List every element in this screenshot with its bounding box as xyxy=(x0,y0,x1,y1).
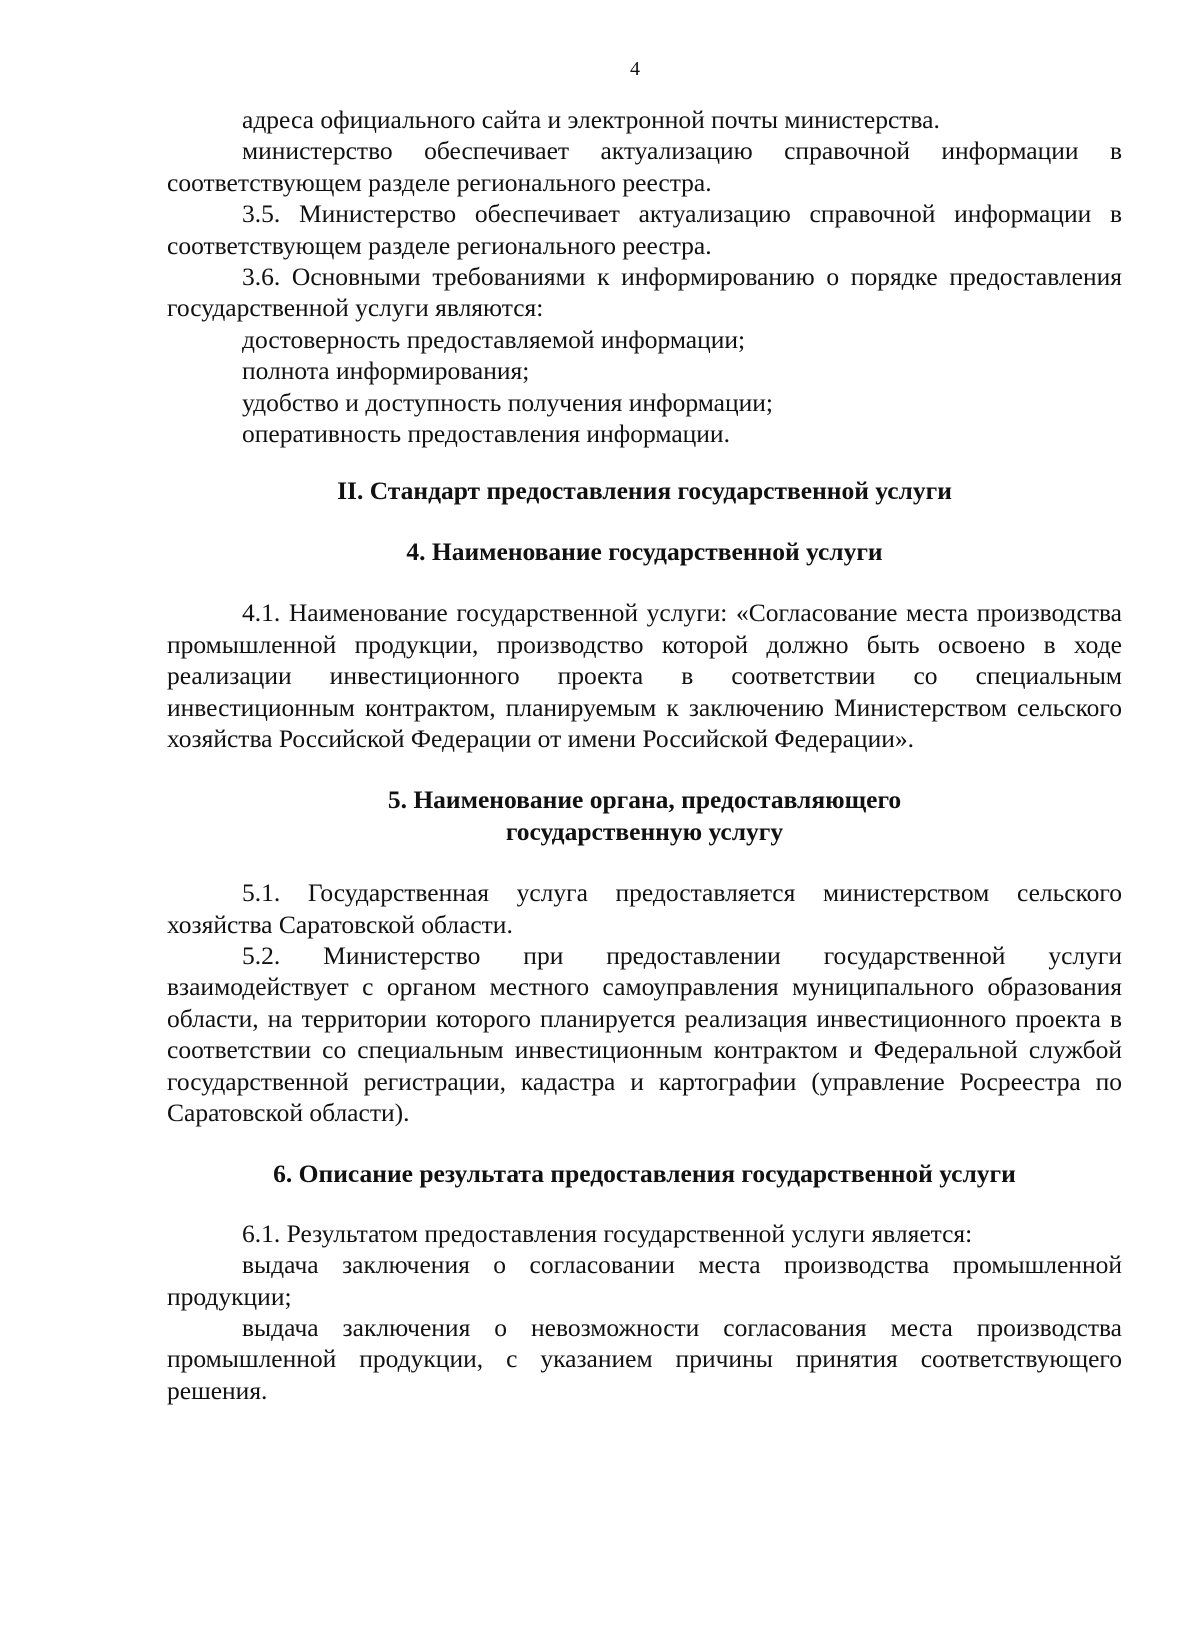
paragraph-ministry-update: министерство обеспечивает актуализацию справочной информации в соответствующем разделе регионального реестра. xyxy=(167,136,1122,197)
list-item-promptness: оперативность предоставления информации. xyxy=(242,419,730,449)
subsection-heading-6: 6. Описание результата предоставления государственной услуги xyxy=(273,1159,1016,1189)
paragraph-6-2: выдача заключения о согласовании места производства промышленной продукции; xyxy=(167,1250,1122,1311)
subsection-heading-5 xyxy=(167,784,1122,847)
paragraph-5-1: 5.1. Государственная услуга предоставляется министерством сельского хозяйства Саратовской области. xyxy=(167,878,1122,939)
paragraph-3-5: 3.5. Министерство обеспечивает актуализацию справочной информации в соответствующем разделе регионального реестра. xyxy=(167,199,1122,260)
list-item-reliability: достоверность предоставляемой информации; xyxy=(242,324,746,354)
section-heading-ii: II. Стандарт предоставления государственной услуги xyxy=(337,476,952,506)
paragraph-6-1: 6.1. Результатом предоставления государственной услуги является: xyxy=(242,1218,973,1248)
paragraph-5-2: 5.2. Министерство при предоставлении государственной услуги взаимодействует с органом местного самоуправления муниципального образования области, на территории которого планируется реализация инвестиционного проекта в соответствии со специальным инвестиционным контрактом и Федеральной службой государственной регистрации, кадастра и картографии (управление Росреестра по Саратовской области). xyxy=(167,940,1122,1127)
subsection-heading-4: 4. Наименование государственной услуги xyxy=(406,536,883,566)
subsection-heading-5-line2: государственную услугу xyxy=(505,816,784,846)
document-body xyxy=(167,104,1122,1406)
list-item-convenience: удобство и доступность получения информации; xyxy=(242,387,774,417)
paragraph-site-address: адреса официального сайта и электронной почты министерства. xyxy=(242,105,940,134)
paragraph-3-6: 3.6. Основными требованиями к информированию о порядке предоставления государственной услуги являются: xyxy=(167,262,1122,323)
paragraph-6-3: выдача заключения о невозможности согласования места производства промышленной продукции, с указанием причины принятия соответствующего решения. xyxy=(167,1313,1122,1405)
page-number: 4 xyxy=(630,58,640,80)
paragraph-4-1: 4.1. Наименование государственной услуги: «Согласование места производства промышленной продукции, производство которой должно быть освоено в ходе реализации инвестиционного проекта в соответствии со специальным инвестиционным контрактом, планируемым к заключению Министерством сельского хозяйства Российской Федерации от имени Российской Федерации». xyxy=(167,598,1122,753)
subsection-heading-5-line1: 5. Наименование органа, предоставляющего xyxy=(387,785,902,815)
list-item-completeness: полнота информирования; xyxy=(242,356,530,386)
